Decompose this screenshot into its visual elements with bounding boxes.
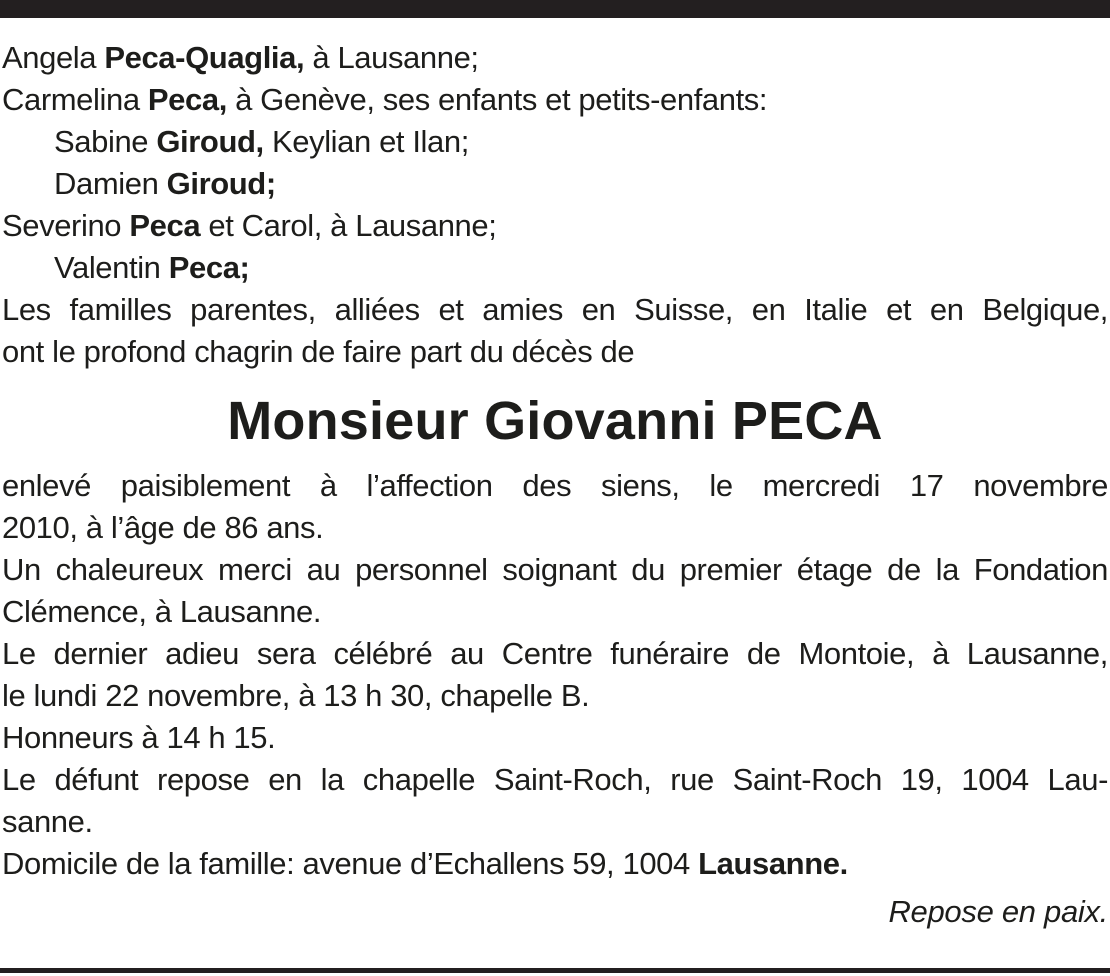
family-line-valentin: Valentin Peca; [54, 250, 250, 285]
honours-line: Honneurs à 14 h 15. [2, 720, 276, 755]
family-surname: Giroud, [156, 124, 264, 159]
families-line-2: ont le profond chagrin de faire part du décès de [2, 334, 635, 369]
family-surname: Peca [129, 208, 201, 243]
family-surname: Peca-Quaglia, [104, 40, 305, 75]
closing-phrase: Repose en paix. [888, 894, 1108, 929]
deceased-name: Monsieur Giovanni PECA [227, 391, 883, 451]
family-surname: Peca, [147, 82, 227, 117]
repose-line-1: Le défunt repose en la chapelle Saint-Roch, rue Saint-Roch 19, 1004 Lau- [2, 762, 1108, 797]
bottom-border-rule [0, 968, 1110, 973]
repose-line-2: sanne. [2, 804, 93, 839]
top-border-bar [0, 0, 1110, 18]
family-surname: Peca; [168, 250, 250, 285]
thanks-line-2: Clémence, à Lausanne. [2, 594, 322, 629]
family-line-angela: Angela Peca-Quaglia, à Lausanne; [2, 40, 479, 75]
ceremony-line-2: le lundi 22 novembre, à 13 h 30, chapelle B. [2, 678, 590, 713]
death-line-2: 2010, à l’âge de 86 ans. [2, 510, 324, 545]
ceremony-line-1: Le dernier adieu sera célébré au Centre funéraire de Montoie, à Lausanne, [2, 636, 1108, 671]
family-line-severino: Severino Peca et Carol, à Lausanne; [2, 208, 497, 243]
family-line-sabine: Sabine Giroud, Keylian et Ilan; [54, 124, 469, 159]
notice-content [2, 37, 1108, 933]
family-line-carmelina: Carmelina Peca, à Genève, ses enfants et petits-enfants: [2, 82, 768, 117]
death-line-1: enlevé paisiblement à l’affection des siens, le mercredi 17 novembre [2, 468, 1108, 503]
family-line-damien: Damien Giroud; [54, 166, 276, 201]
family-surname: Giroud; [166, 166, 276, 201]
domicile-city: Lausanne. [698, 846, 848, 881]
domicile-line: Domicile de la famille: avenue d’Echallens 59, 1004 Lausanne. [2, 846, 848, 881]
families-line-1: Les familles parentes, alliées et amies en Suisse, en Italie et en Belgique, [2, 292, 1108, 327]
thanks-line-1: Un chaleureux merci au personnel soignant du premier étage de la Fondation [2, 552, 1108, 587]
